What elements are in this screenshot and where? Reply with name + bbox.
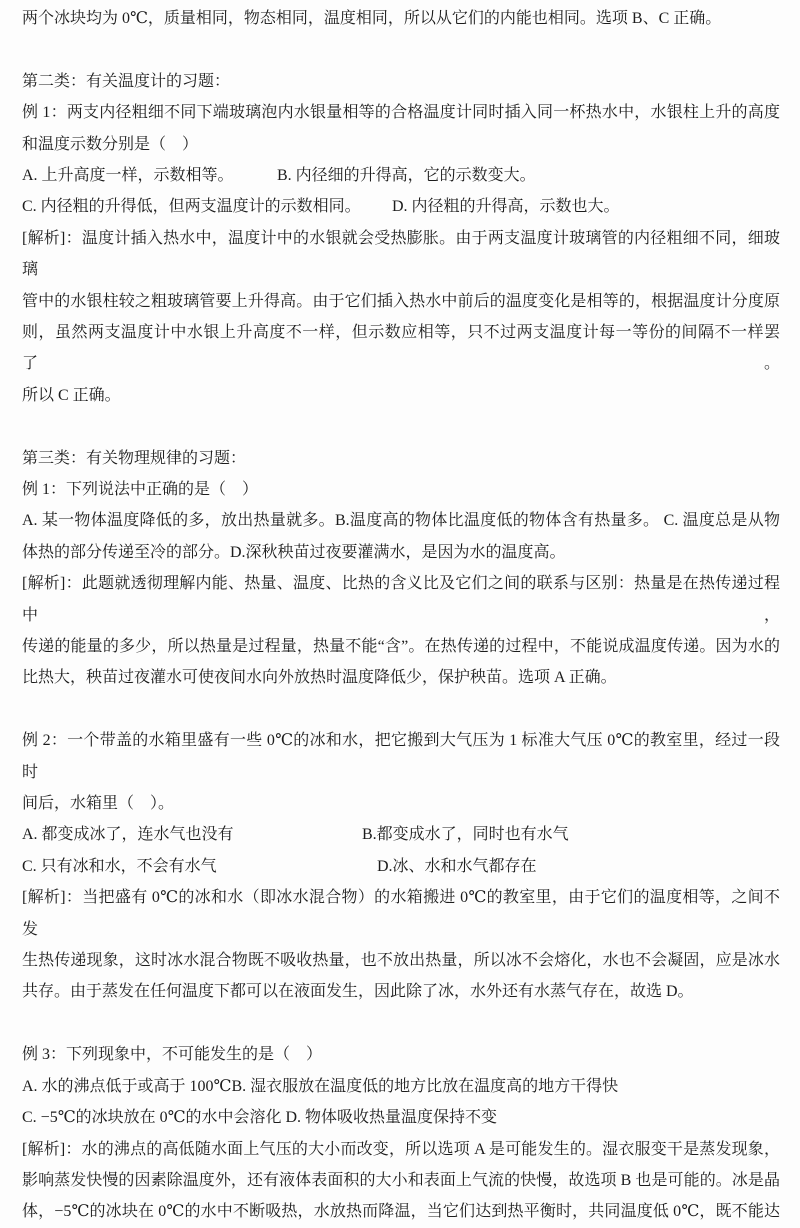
option-b: B. 内径细的升得高，它的示数变大。	[277, 167, 536, 185]
physics-ex1-analysis-line3: 比热大，秧苗过夜灌水可使夜间水向外放热时温度降低少，保护秧苗。选项 A 正确。	[22, 669, 617, 687]
physics-ex2-analysis-line2: 生热传递现象，这时冰水混合物既不吸收热量，也不放出热量，所以冰不会熔化，水也不会凝固，应是冰水	[22, 952, 780, 970]
spacer	[22, 411, 780, 442]
option-a: A. 都变成冰了，连水气也没有	[22, 826, 234, 844]
thermo-ex1-analysis-line3: 则，虽然两支温度计中水银上升高度不一样，但示数应相等，只不过两支温度计每一等份的间隔不一样罢了。	[22, 324, 780, 373]
physics-ex2-analysis-line1: [解析]：当把盛有 0℃的冰和水（即冰水混合物）的水箱搬进 0℃的教室里，由于它们的温度相等，之间不发	[22, 889, 780, 938]
option-b: B.都变成水了，同时也有水气	[362, 826, 569, 844]
thermo-ex1-options-ab	[22, 160, 780, 191]
thermo-ex1-analysis-line1: [解析]：温度计插入热水中，温度计中的水银就会受热膨胀。由于两支温度计玻璃管的内径粗细不同，细玻璃	[22, 229, 780, 279]
physics-ex1-options-line1: A. 某一物体温度降低的多，放出热量就多。B.温度高的物体比温度低的物体含有热量多。 C. 温度总是从物	[22, 512, 780, 530]
physics-ex3-options-ab: A. 水的沸点低于或高于 100℃B. 湿衣服放在温度低的地方比放在温度高的地方干得快	[22, 1077, 619, 1095]
physics-ex3-analysis-line3: 体，−5℃的冰块在 0℃的水中不断吸热，水放热而降温，当它们达到热平衡时，共同温度低 0℃，既不能达	[22, 1203, 780, 1221]
physics-ex2-stem-line2: 间后，水箱里（ ）。	[22, 795, 175, 813]
thermo-ex1-stem-line2: 和温度示数分别是（ ）	[22, 135, 199, 153]
physics-ex3-analysis-line1: [解析]：水的沸点的高低随水面上气压的大小而改变，所以选项 A 是可能发生的。湿衣服变干是蒸发现象，	[22, 1140, 780, 1158]
option-c: C. 内径粗的升得低，但两支温度计的示数相同。	[22, 198, 361, 216]
physics-ex1-analysis-line1: [解析]：此题就透彻理解内能、热量、温度、比热的含义比及它们之间的联系与区别：热量是在热传递过程中，	[22, 575, 780, 624]
physics-ex1-stem: 例 1：下列说法中正确的是（ ）	[22, 481, 259, 499]
intro-paragraph-line: 两个冰块均为 0℃，质量相同，物态相同，温度相同，所以从它们的内能也相同。选项 B、C 正确。	[22, 10, 722, 27]
physics-ex1-options-line2: 体热的部分传递至冷的部分。D.深秋秧苗过夜要灌满水，是因为水的温度高。	[22, 543, 566, 561]
physics-ex2-options-cd	[22, 851, 780, 882]
spacer	[22, 1008, 780, 1039]
thermo-ex1-options-cd	[22, 191, 780, 222]
spacer	[22, 694, 780, 725]
option-a: A. 上升高度一样，示数相等。	[22, 167, 234, 185]
spacer	[22, 34, 780, 65]
thermo-ex1-analysis-line2: 管中的水银柱较之粗玻璃管要上升得高。由于它们插入热水中前后的温度变化是相等的，根据温度计分度原	[22, 292, 780, 310]
thermo-ex1-stem-line1: 例 1：两支内径粗细不同下端玻璃泡内水银量相等的合格温度计同时插入同一杯热水中，水银柱上升的高度	[22, 104, 780, 122]
physics-ex3-options-cd: C. −5℃的冰块放在 0℃的水中会溶化 D. 物体吸收热量温度保持不变	[22, 1109, 498, 1127]
option-d: D.冰、水和水气都存在	[377, 857, 537, 875]
option-c: C. 只有冰和水，不会有水气	[22, 857, 217, 875]
section-heading-physics: 第三类：有关物理规律的习题：	[22, 449, 247, 467]
physics-ex2-stem-line1: 例 2：一个带盖的水箱里盛有一些 0℃的冰和水，把它搬到大气压为 1 标准大气压 0℃的教室里，经过一段时	[22, 732, 780, 781]
thermo-ex1-analysis-line4: 所以 C 正确。	[22, 386, 121, 404]
physics-ex3-analysis-line2: 影响蒸发快慢的因素除温度外，还有液体表面积的大小和表面上气流的快慢，故选项 B 也是可能的。冰是晶	[22, 1171, 780, 1189]
physics-ex3-stem: 例 3：下列现象中，不可能发生的是（ ）	[22, 1046, 323, 1064]
physics-ex1-analysis-line2: 传递的能量的多少，所以热量是过程量，热量不能“含”。在热传递的过程中，不能说成温度传递。因为水的	[22, 638, 780, 656]
option-d: D. 内径粗的升得高，示数也大。	[392, 198, 620, 216]
physics-ex2-analysis-line3: 共存。由于蒸发在任何温度下都可以在液面发生，因此除了冰，水外还有水蒸气存在，故选 D。	[22, 983, 694, 1001]
section-heading-thermometer: 第二类：有关温度计的习题：	[22, 72, 231, 90]
physics-ex2-options-ab	[22, 819, 780, 850]
